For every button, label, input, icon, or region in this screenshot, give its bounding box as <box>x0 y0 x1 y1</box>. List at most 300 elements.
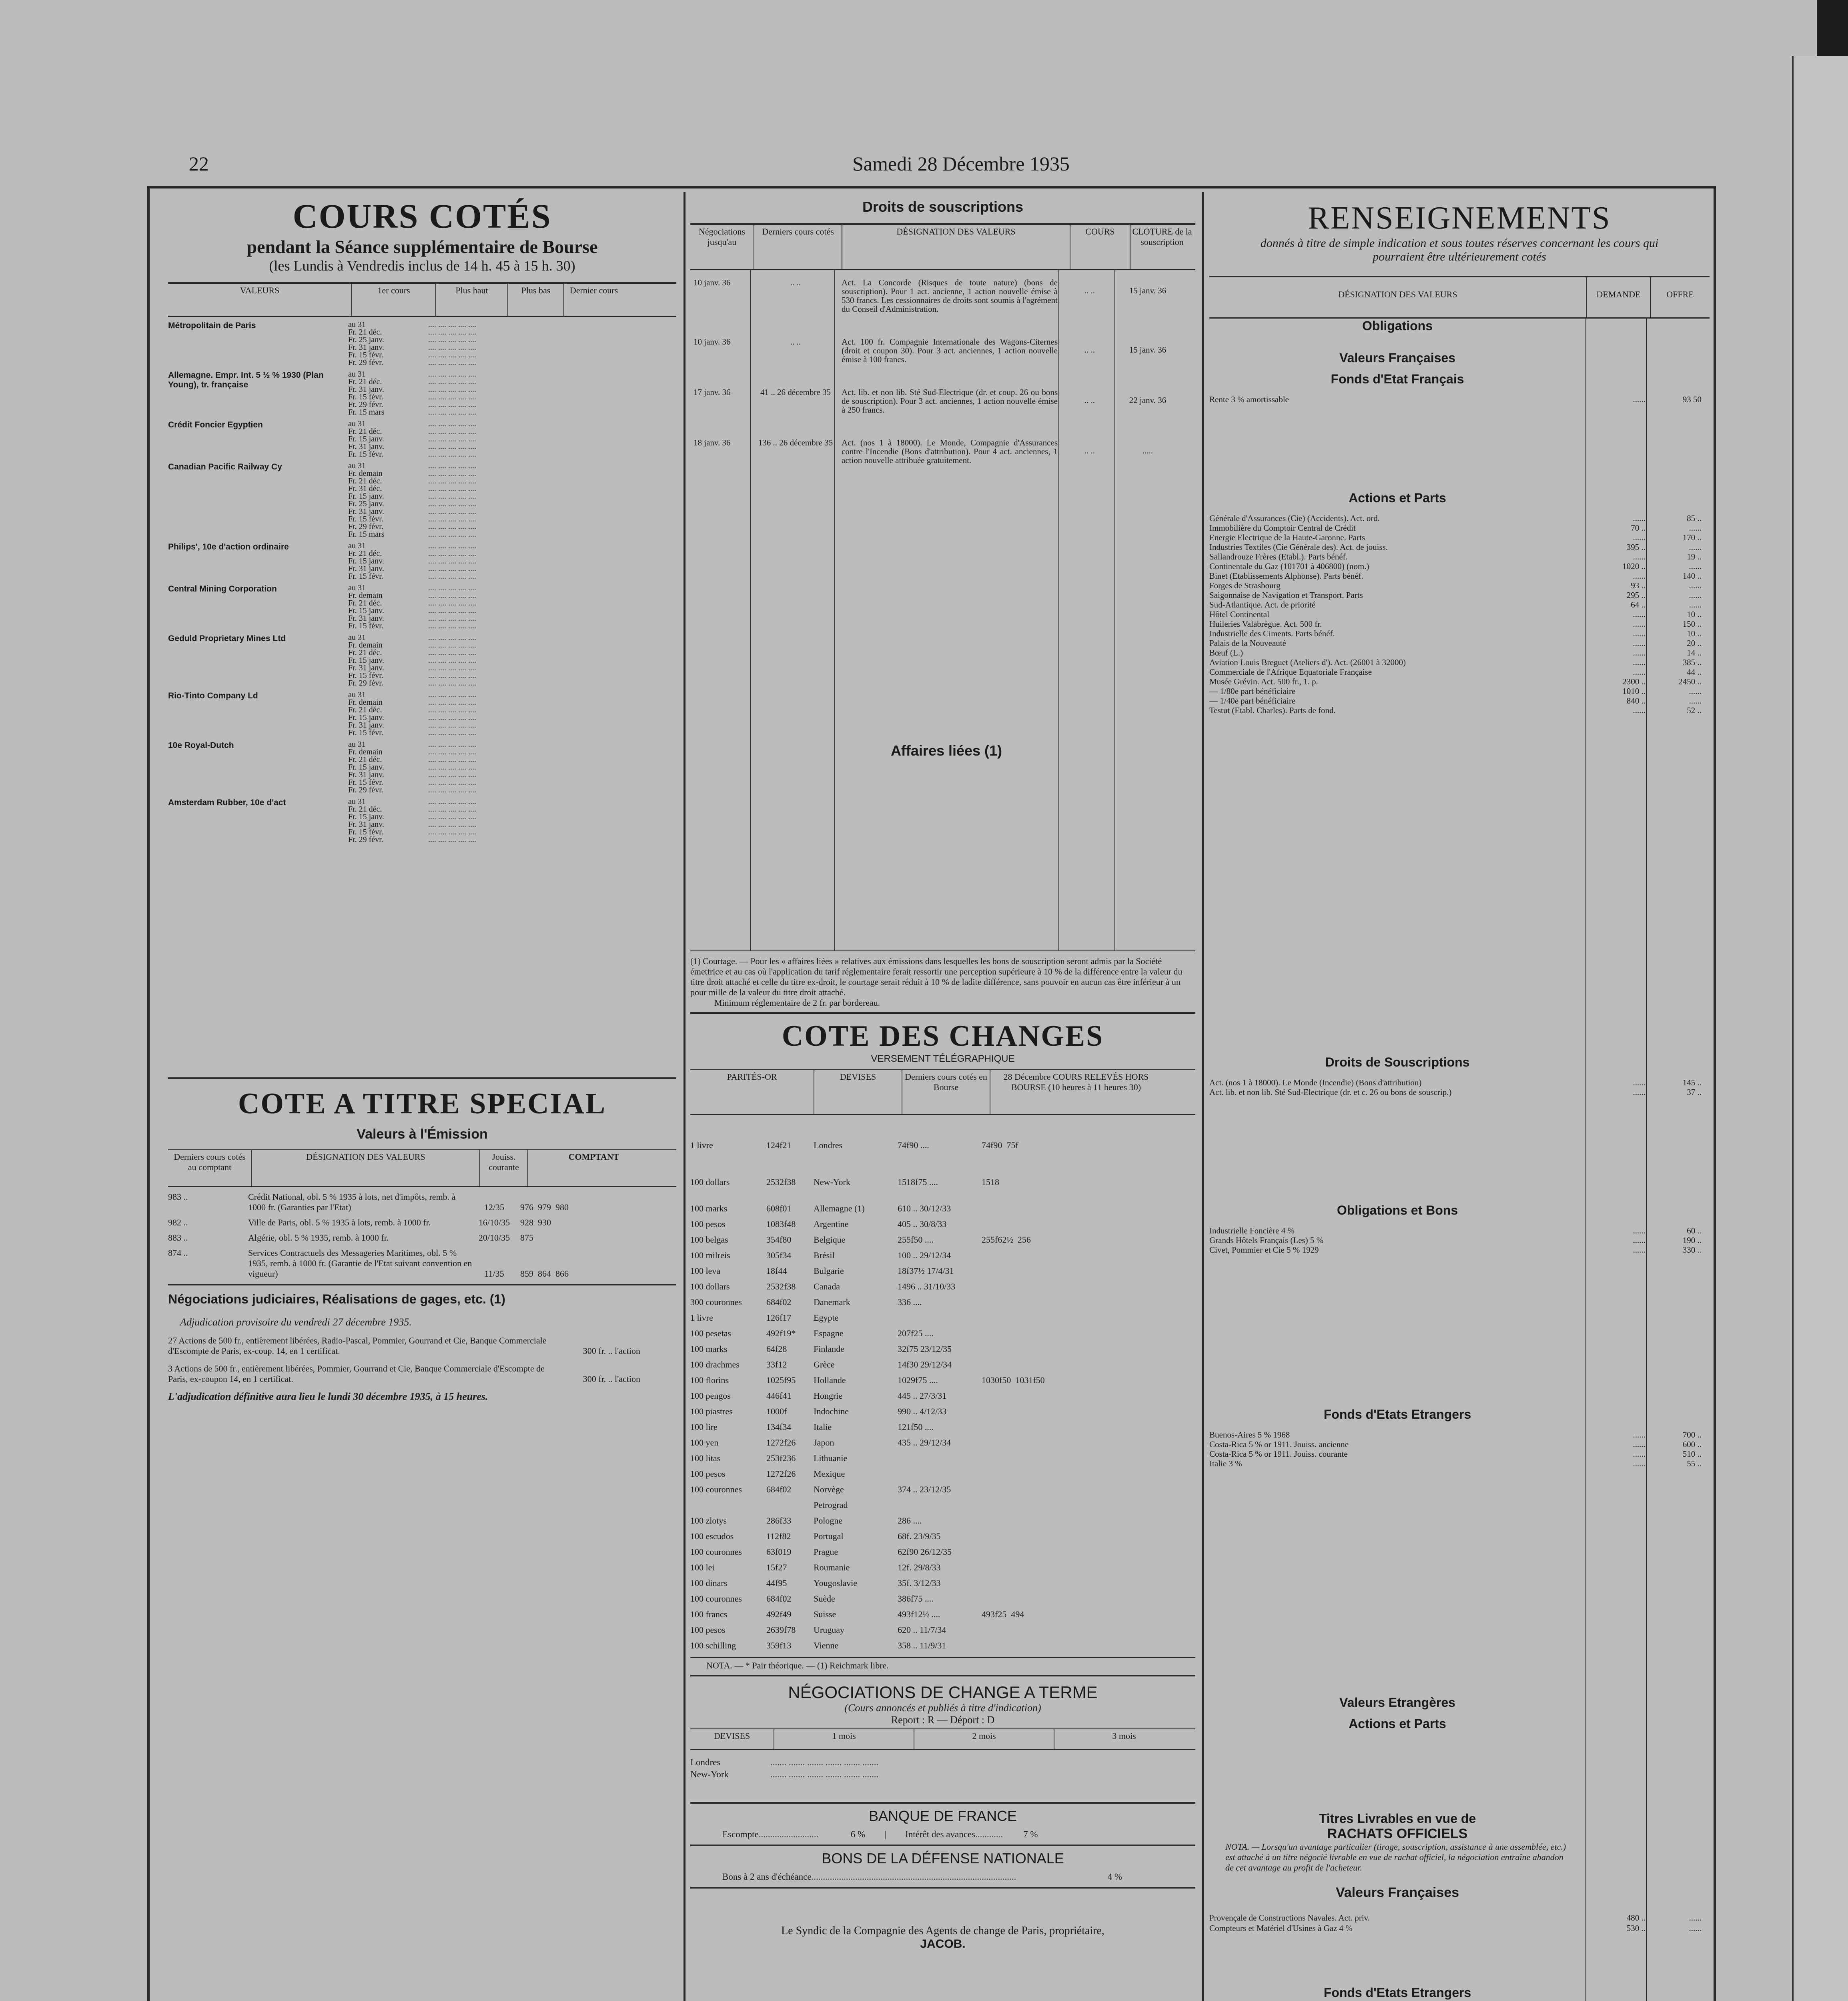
valeur-offre: 14 .. <box>1687 648 1702 658</box>
col-demande: DEMANDE <box>1587 277 1651 317</box>
cours-releve <box>982 1575 1150 1591</box>
negociation-item <box>168 1363 676 1384</box>
page-date: Samedi 28 Décembre 1935 <box>852 152 1070 175</box>
valeur-demande: ...... <box>1633 1226 1646 1235</box>
emission-jouiss: 11/35 <box>484 1269 504 1279</box>
devise: Danemark <box>814 1297 850 1307</box>
devise: Suisse <box>814 1609 836 1619</box>
term-label: Fr. 15 févr. <box>348 778 383 787</box>
parite-unit: 1 livre <box>690 1140 713 1150</box>
change-row <box>690 1232 1195 1247</box>
parite-unit: 100 couronnes <box>690 1547 742 1557</box>
term-row: Fr. 15 janv. .... .... .... .... .... <box>348 435 476 443</box>
valeur-demande: ...... <box>1633 1087 1646 1097</box>
devise: Canada <box>814 1281 840 1291</box>
security-name: Philips', 10e d'action ordinaire <box>168 542 289 551</box>
valeur-offre: 93 50 <box>1682 395 1702 404</box>
parite-value: 1272f26 <box>766 1438 796 1448</box>
page-number: 22 <box>189 152 209 175</box>
parite-value: 253f236 <box>766 1453 796 1463</box>
security-name: Métropolitain de Paris <box>168 321 256 330</box>
change-row <box>690 1247 1195 1263</box>
droit-cloture: 15 janv. 36 <box>1129 286 1167 295</box>
term-row: au 31 .... .... .... .... .... <box>348 740 476 749</box>
parite-unit: 100 pesetas <box>690 1328 732 1338</box>
security-block <box>168 691 676 737</box>
valeur-offre: 170 .. <box>1682 533 1702 542</box>
term-row: Fr. 15 janv. .... .... .... .... .... <box>348 656 476 665</box>
change-row <box>690 1544 1195 1560</box>
term-label: au 31 <box>348 797 366 806</box>
term-row: Fr. 15 févr. .... .... .... .... .... <box>348 778 476 787</box>
cours-releve <box>982 1357 1150 1372</box>
negociation-item <box>168 1335 676 1356</box>
cours-releve <box>982 1404 1150 1419</box>
term-label: Fr. 31 janv. <box>348 343 384 352</box>
valeur-demande: 93 .. <box>1631 581 1646 590</box>
term-label: Fr. 25 janv. <box>348 499 384 508</box>
escompte-value: 6 % <box>850 1829 866 1839</box>
col-3-mois: 3 mois <box>1112 1731 1136 1741</box>
term-row: au 31 .... .... .... .... .... <box>348 583 476 592</box>
parite-value: 18f44 <box>766 1266 787 1276</box>
emission-last: 983 .. <box>168 1192 188 1202</box>
parite-unit: 1 livre <box>690 1313 713 1323</box>
term-row: Fr. 29 févr. .... .... .... .... .... <box>348 835 476 844</box>
term-row: Fr. 31 janv. .... .... .... .... .... <box>348 614 476 623</box>
terme-subtitle: (Cours annoncés et publiés à titre d'indication) <box>844 1702 1041 1714</box>
valeur-offre: 330 .. <box>1682 1245 1702 1255</box>
dernier-cours <box>898 1310 982 1325</box>
security-block <box>168 741 676 794</box>
security-name: 10e Royal-Dutch <box>168 741 234 750</box>
valeur-name: Testut (Etabl. Charles). Parts de fond. <box>1209 706 1336 715</box>
term-label: Fr. 15 janv. <box>348 557 384 565</box>
dernier-cours: 68f. 23/9/35 <box>898 1531 941 1541</box>
droit-text: Act. (nos 1 à 18000). Le Monde, Compagnie d'Assurances contre l'Incendie (Bons d'attribution). Pour 4 act. anciennes, 1 action nouvelle attribuée gratuitement. <box>842 438 1058 465</box>
parite-unit: 100 pengos <box>690 1391 731 1401</box>
security-block <box>168 584 676 630</box>
term-row: Fr. 31 janv. .... .... .... .... .... <box>348 507 476 516</box>
term-row: Fr. 21 déc. .... .... .... .... .... <box>348 648 476 657</box>
parite-unit: 100 couronnes <box>690 1484 742 1494</box>
rachat-offre: ...... <box>1689 1923 1702 1933</box>
emission-row <box>168 1248 676 1279</box>
term-label: Fr. 21 déc. <box>348 755 382 764</box>
valeur-demande: ...... <box>1633 513 1646 523</box>
devise: Roumanie <box>814 1562 850 1572</box>
valeur-demande: ...... <box>1633 571 1646 581</box>
dernier-cours: 445 .. 27/3/31 <box>898 1391 947 1401</box>
emission-row <box>168 1192 676 1213</box>
term-row: au 31 .... .... .... .... .... <box>348 419 476 428</box>
renseignements-section <box>1209 351 1710 404</box>
dernier-cours: 286 .... <box>898 1516 922 1526</box>
term-label: Fr. 29 févr. <box>348 522 383 531</box>
term-row: au 31 .... .... .... .... .... <box>348 461 476 470</box>
devise: Prague <box>814 1547 838 1557</box>
change-row <box>690 1325 1195 1341</box>
change-row <box>690 1560 1195 1575</box>
col-negociations: Négociations jusqu'au <box>690 225 754 269</box>
emission-jouiss: 12/35 <box>484 1202 505 1212</box>
col-valeurs: VALEURS <box>168 284 352 316</box>
term-row: Fr. 29 févr. .... .... .... .... .... <box>348 679 476 688</box>
term-row: Fr. demain .... .... .... .... .... <box>348 641 476 650</box>
negociation-text: 3 Actions de 500 fr., entièrement libérées, Pommier, Gourrand et Cie, Banque Commerciale d'Escompte de Paris, ex-coupon 14, en 1 certificat. <box>168 1363 545 1384</box>
valeur-row <box>1209 552 1710 561</box>
change-row <box>690 1263 1195 1279</box>
term-row: Fr. 15 févr. .... .... .... .... .... <box>348 671 476 680</box>
parite-value: 305f34 <box>766 1250 792 1260</box>
term-row: Fr. 31 janv. .... .... .... .... .... <box>348 664 476 672</box>
parite-value: 684f02 <box>766 1297 792 1307</box>
devise: Pologne <box>814 1516 843 1526</box>
valeur-row <box>1209 1440 1710 1449</box>
valeur-demande: ...... <box>1633 1245 1646 1255</box>
change-row <box>690 1450 1195 1466</box>
changes-list <box>690 1115 1195 1653</box>
term-row: Fr. 29 févr. .... .... .... .... .... <box>348 522 476 531</box>
parite-value: 2532f38 <box>766 1281 796 1291</box>
renseignements-body <box>1209 319 1710 2001</box>
valeur-offre: 44 .. <box>1687 667 1702 677</box>
cours-releve <box>982 1419 1150 1435</box>
valeur-offre: ...... <box>1689 542 1702 552</box>
valeur-row <box>1209 1245 1710 1255</box>
term-label: Fr. 31 janv. <box>348 820 384 829</box>
emission-name: Ville de Paris, obl. 5 % 1935 à lots, remb. à 1000 fr. <box>248 1217 431 1227</box>
cours-releve <box>982 1591 1150 1606</box>
emission-prices: 976 979 980 <box>520 1202 569 1212</box>
term-row: au 31 .... .... .... .... .... <box>348 541 476 550</box>
parite-unit: 300 couronnes <box>690 1297 742 1307</box>
parite-value: 63f019 <box>766 1547 792 1557</box>
valeur-name: Hôtel Continental <box>1209 610 1269 619</box>
change-row <box>690 1419 1195 1435</box>
droit-cloture: ..... <box>1142 446 1153 455</box>
dernier-cours: 435 .. 29/12/34 <box>898 1438 951 1448</box>
courtage-minimum: Minimum réglementaire de 2 fr. par bordereau. <box>714 998 880 1008</box>
devise: Italie <box>814 1422 832 1432</box>
droits-title: Droits de souscriptions <box>862 198 1024 215</box>
col-plus-haut: Plus haut <box>436 284 508 316</box>
rachats-title: Titres Livrables en vue de <box>1319 1811 1476 1826</box>
valeur-demande: 64 .. <box>1631 600 1646 610</box>
term-row: Fr. 31 janv. .... .... .... .... .... <box>348 442 476 451</box>
section-title: Obligations <box>1362 319 1433 333</box>
term-row: Fr. 15 févr. .... .... .... .... .... <box>348 622 476 630</box>
negociation-text: 27 Actions de 500 fr., entièrement libérées, Radio-Pascal, Pommier, Gourrand et Cie, Banque Commerciale d'Escompte de Paris, ex-coup. 14, en 1 certificat. <box>168 1335 547 1356</box>
parite-unit: 100 couronnes <box>690 1594 742 1604</box>
security-name: Central Mining Corporation <box>168 584 277 593</box>
cours-releve <box>982 1201 1150 1216</box>
devise: Grèce <box>814 1359 835 1369</box>
droit-cours: .. .. <box>1084 446 1095 455</box>
term-row: Fr. 15 févr. .... .... .... .... .... <box>348 450 476 459</box>
parite-value: 134f34 <box>766 1422 792 1432</box>
emission-last: 883 .. <box>168 1233 188 1243</box>
devise: New-York <box>814 1177 850 1187</box>
valeur-demande: ...... <box>1633 658 1646 667</box>
col-dernier-cours: Dernier cours <box>569 285 618 295</box>
col-designation: DÉSIGNATION DES VALEURS <box>1209 277 1587 317</box>
security-block <box>168 634 676 687</box>
col-derniers-cours: Derniers cours cotés au comptant <box>168 1150 252 1186</box>
col-designation: DÉSIGNATION DES VALEURS <box>252 1150 480 1186</box>
emission-name: Services Contractuels des Messageries Maritimes, obl. 5 % 1935, remb. à 1000 fr. (Garantie de l'Etat suivant convention en vigueur) <box>248 1248 472 1279</box>
change-row <box>690 1482 1195 1497</box>
rachat-demande: 480 .. <box>1626 1913 1646 1923</box>
terme-report: Report : R — Déport : D <box>891 1714 995 1726</box>
left-column <box>168 192 676 2001</box>
term-row: Fr. 21 déc. .... .... .... .... .... <box>348 328 476 337</box>
valeur-row <box>1209 629 1710 638</box>
valeur-name: Palais de la Nouveauté <box>1209 638 1286 648</box>
valeur-offre: ...... <box>1689 696 1702 706</box>
valeur-demande: ...... <box>1633 1430 1646 1440</box>
valeur-name: Industries Textiles (Cie Générale des). Act. de jouiss. <box>1209 542 1388 552</box>
emission-prices: 928 930 <box>520 1217 551 1227</box>
cours-releve <box>982 1310 1150 1325</box>
col-1er-cours: 1er cours <box>352 284 436 316</box>
dernier-cours: 14f30 29/12/34 <box>898 1359 952 1369</box>
parite-unit: 100 marks <box>690 1344 728 1354</box>
change-row <box>690 1127 1195 1164</box>
valeur-row <box>1209 1078 1710 1087</box>
term-label: Fr. 31 janv. <box>348 664 384 672</box>
term-label: Fr. 29 févr. <box>348 679 383 688</box>
parite-unit: 100 florins <box>690 1375 729 1385</box>
valeur-offre: 37 .. <box>1687 1087 1702 1097</box>
term-row: Fr. 21 déc. .... .... .... .... .... <box>348 805 476 814</box>
droit-text: Act. La Concorde (Risques de toute nature) (bons de souscription). Pour 1 act. ancienne, 1 action nouvelle émise à 530 francs. Les cessionnaires de droits sont soumis à l'agrément du Conseil d'Administration. <box>842 278 1058 314</box>
valeur-name: Sallandrouze Frères (Etabl.). Parts bénéf. <box>1209 552 1348 561</box>
term-row: Fr. 21 déc. .... .... .... .... .... <box>348 599 476 608</box>
term-row: Fr. 31 janv. .... .... .... .... .... <box>348 820 476 829</box>
valeur-offre: ...... <box>1689 600 1702 610</box>
term-row: Fr. 29 févr. .... .... .... .... .... <box>348 400 476 409</box>
emission-name: Algérie, obl. 5 % 1935, remb. à 1000 fr. <box>248 1233 389 1243</box>
term-label: Fr. 21 déc. <box>348 549 382 558</box>
negociations-title: Négociations judiciaires, Réalisations de gages, etc. (1) <box>168 1292 505 1306</box>
col-cours: COURS <box>1070 225 1130 269</box>
renseignements-section <box>1209 1407 1710 1468</box>
term-row: Fr. 15 févr. .... .... .... .... .... <box>348 728 476 737</box>
syndic-name: JACOB. <box>920 1937 966 1951</box>
parite-unit: 100 escudos <box>690 1531 734 1541</box>
parite-unit: 100 drachmes <box>690 1359 740 1369</box>
bons-row: Bons à 2 ans d'échéance ......................................................................................... 4 % <box>690 1871 1195 1883</box>
dernier-cours: 121f50 .... <box>898 1422 934 1432</box>
valeur-row <box>1209 696 1710 706</box>
valeur-name: Huileries Valabrègue. Act. 500 fr. <box>1209 619 1322 629</box>
dernier-cours: 990 .. 4/12/33 <box>898 1406 947 1416</box>
valeur-offre: ...... <box>1689 590 1702 600</box>
valeur-row <box>1209 667 1710 677</box>
valeur-offre: 85 .. <box>1687 513 1702 523</box>
cours-releve <box>982 1497 1150 1513</box>
valeur-row <box>1209 1087 1710 1097</box>
parite-value: 1025f95 <box>766 1375 796 1385</box>
valeur-row <box>1209 1235 1710 1245</box>
cours-releve <box>982 1482 1150 1497</box>
valeur-demande: 1020 .. <box>1622 561 1646 571</box>
term-row: Fr. 15 mars .... .... .... .... .... <box>348 530 476 539</box>
dernier-cours: 74f90 .... <box>898 1140 929 1150</box>
cours-releve: 1030f50 1031f50 <box>982 1375 1045 1385</box>
valeur-row <box>1209 619 1710 629</box>
droit-date: 10 janv. 36 <box>694 278 731 287</box>
term-row: Fr. demain .... .... .... .... .... <box>348 698 476 707</box>
bons-label: Bons à 2 ans d'échéance <box>722 1872 812 1882</box>
parite-value: 33f12 <box>766 1359 787 1369</box>
droit-row <box>690 388 1195 414</box>
valeur-demande: ...... <box>1633 1440 1646 1449</box>
term-row: au 31 .... .... .... .... .... <box>348 370 476 379</box>
devise: Londres <box>814 1140 843 1150</box>
valeur-offre: 700 .. <box>1682 1430 1702 1440</box>
dernier-cours: 610 .. 30/12/33 <box>898 1203 951 1213</box>
valeur-offre: ...... <box>1689 561 1702 571</box>
terme-header <box>690 1729 1195 1750</box>
valeur-offre: 20 .. <box>1687 638 1702 648</box>
devise: Allemagne (1) <box>814 1203 865 1213</box>
term-label: Fr. 21 déc. <box>348 706 382 714</box>
term-label: Fr. 15 févr. <box>348 515 383 523</box>
emission-last: 982 .. <box>168 1217 188 1227</box>
term-label: au 31 <box>348 583 366 592</box>
rachats-title-main: RACHATS OFFICIELS <box>1327 1826 1468 1841</box>
valeur-row <box>1209 686 1710 696</box>
parite-unit <box>690 1497 766 1513</box>
term-row: Fr. 29 févr. .... .... .... .... .... <box>348 786 476 794</box>
cours-releve <box>982 1450 1150 1466</box>
term-row: Fr. 21 déc. .... .... .... .... .... <box>348 377 476 386</box>
valeur-name: Générale d'Assurances (Cie) (Accidents). Act. ord. <box>1209 513 1380 523</box>
parite-unit: 100 piastres <box>690 1406 733 1416</box>
col-parites: PARITÉS-OR <box>690 1070 814 1114</box>
valeur-name: Bœuf (L.) <box>1209 648 1243 658</box>
devise: Lithuanie <box>814 1453 848 1463</box>
valeur-row <box>1209 1430 1710 1440</box>
change-row <box>690 1372 1195 1388</box>
rachats-fr-title: Valeurs Françaises <box>1335 1885 1459 1900</box>
term-row: Fr. 15 janv. .... .... .... .... .... <box>348 492 476 501</box>
valeur-demande: ...... <box>1633 706 1646 715</box>
negociation-price: 300 fr. .. l'action <box>583 1374 640 1384</box>
security-block <box>168 462 676 538</box>
rachats-nota: NOTA. — Lorsqu'un avantage particulier (tirage, souscription, assistance à une assemblée, etc.) est attaché à un titre négocié livrable en vue de rachat officiel, la négociation entraîne abandon de cet avantage au profit de l'acheteur. <box>1225 1842 1566 1873</box>
emission-last: 874 .. <box>168 1248 188 1258</box>
renseignements-section <box>1209 1055 1710 1097</box>
security-name: Allemagne. Empr. Int. 5 ½ % 1930 (Plan Young), tr. française <box>168 371 324 389</box>
term-label: Fr. demain <box>348 698 383 707</box>
devise: Egypte <box>814 1313 839 1323</box>
security-name: Canadian Pacific Railway Cy <box>168 462 282 471</box>
term-label: Fr. 31 janv. <box>348 442 384 451</box>
col-devises: DEVISES <box>814 1070 902 1114</box>
parite-value: 359f13 <box>766 1640 792 1650</box>
term-label: Fr. 15 mars <box>348 408 385 417</box>
parite-unit: 100 dollars <box>690 1281 730 1291</box>
valeur-row <box>1209 1459 1710 1468</box>
adjudication-line: Adjudication provisoire du vendredi 27 décembre 1935. <box>180 1316 412 1328</box>
devise: Yougoslavie <box>814 1578 858 1588</box>
col-devises: DEVISES <box>690 1729 774 1749</box>
parite-value: 126f17 <box>766 1313 792 1323</box>
term-row: Fr. 21 déc. .... .... .... .... .... <box>348 477 476 485</box>
valeur-row <box>1209 571 1710 581</box>
valeur-name: Italie 3 % <box>1209 1459 1242 1468</box>
cours-cotes-header <box>168 284 676 317</box>
change-row <box>690 1357 1195 1372</box>
valeur-demande: 1010 .. <box>1622 686 1646 696</box>
section-title: Droits de Souscriptions <box>1325 1055 1470 1069</box>
term-label: Fr. 21 déc. <box>348 599 382 608</box>
rachat-row <box>1209 1913 1710 1923</box>
change-row <box>690 1279 1195 1294</box>
cours-releve <box>982 1325 1150 1341</box>
change-row <box>690 1622 1195 1638</box>
droit-row <box>690 337 1195 364</box>
rachat-demande: 530 .. <box>1626 1923 1646 1933</box>
change-row <box>690 1591 1195 1606</box>
courtage-note: (1) Courtage. — Pour les « affaires liées » relatives aux émissions dans lesquelles les bons de souscription seront admis par la Société émettrice et au cas où l'application du tarif réglementaire ferait ressortir une perception supérieure à 10 % de la différence entre la valeur du titre droit attaché et celle du titre ex-droit, le courtage serait réduit à 10 % de ladite différence, sans pouvoir en aucun cas être inférieur à un pour mille de la valeur du titre droit attaché. <box>690 956 1183 997</box>
term-label: Fr. 31 janv. <box>348 385 384 394</box>
valeur-offre: ...... <box>1689 523 1702 533</box>
term-row: Fr. 15 janv. .... .... .... .... .... <box>348 557 476 565</box>
avances-label: Intérêt des avances <box>905 1829 976 1839</box>
term-row: Fr. 15 janv. .... .... .... .... .... <box>348 812 476 821</box>
term-label: Fr. 31 janv. <box>348 721 384 730</box>
term-label: Fr. 15 janv. <box>348 606 384 615</box>
devise: Petrograd <box>814 1500 848 1510</box>
term-row: Fr. demain .... .... .... .... .... <box>348 591 476 600</box>
term-row: au 31 .... .... .... .... .... <box>348 320 476 329</box>
terme-row: Londres ....... ....... ....... ....... ....... ....... <box>690 1756 1195 1768</box>
term-label: Fr. 29 févr. <box>348 358 383 367</box>
valeur-name: Continentale du Gaz (101701 à 406800) (nom.) <box>1209 561 1369 571</box>
devise: Mexique <box>814 1469 845 1479</box>
devise: Belgique <box>814 1235 846 1245</box>
valeur-demande: ...... <box>1633 648 1646 658</box>
term-label: Fr. 15 févr. <box>348 450 383 459</box>
valeur-offre: 600 .. <box>1682 1440 1702 1449</box>
col-designation: DÉSIGNATION DES VALEURS <box>842 225 1070 269</box>
parite-unit: 100 dinars <box>690 1578 728 1588</box>
droit-last: 41 .. 26 décembre 35 <box>760 387 831 397</box>
term-row: Fr. 15 févr. .... .... .... .... .... <box>348 393 476 401</box>
term-row: Fr. 15 févr. .... .... .... .... .... <box>348 351 476 359</box>
cours-releve <box>982 1435 1150 1450</box>
devise: Norvège <box>814 1484 844 1494</box>
term-row: Fr. 21 déc. .... .... .... .... .... <box>348 755 476 764</box>
parite-value: 112f82 <box>766 1531 791 1541</box>
droit-cloture: 15 janv. 36 <box>1129 345 1167 355</box>
parite-value: 2639f78 <box>766 1625 796 1635</box>
devise: Brésil <box>814 1250 835 1260</box>
valeur-demande: ...... <box>1633 610 1646 619</box>
rachat-name: Provençale de Constructions Navales. Act. priv. <box>1209 1913 1370 1923</box>
change-row <box>690 1575 1195 1591</box>
cours-cotes-title: COURS COTÉS <box>293 197 552 235</box>
term-row: au 31 .... .... .... .... .... <box>348 633 476 642</box>
valeur-offre: 510 .. <box>1682 1449 1702 1459</box>
change-row <box>690 1294 1195 1310</box>
change-row <box>690 1310 1195 1325</box>
rachat-row <box>1209 1923 1710 1933</box>
